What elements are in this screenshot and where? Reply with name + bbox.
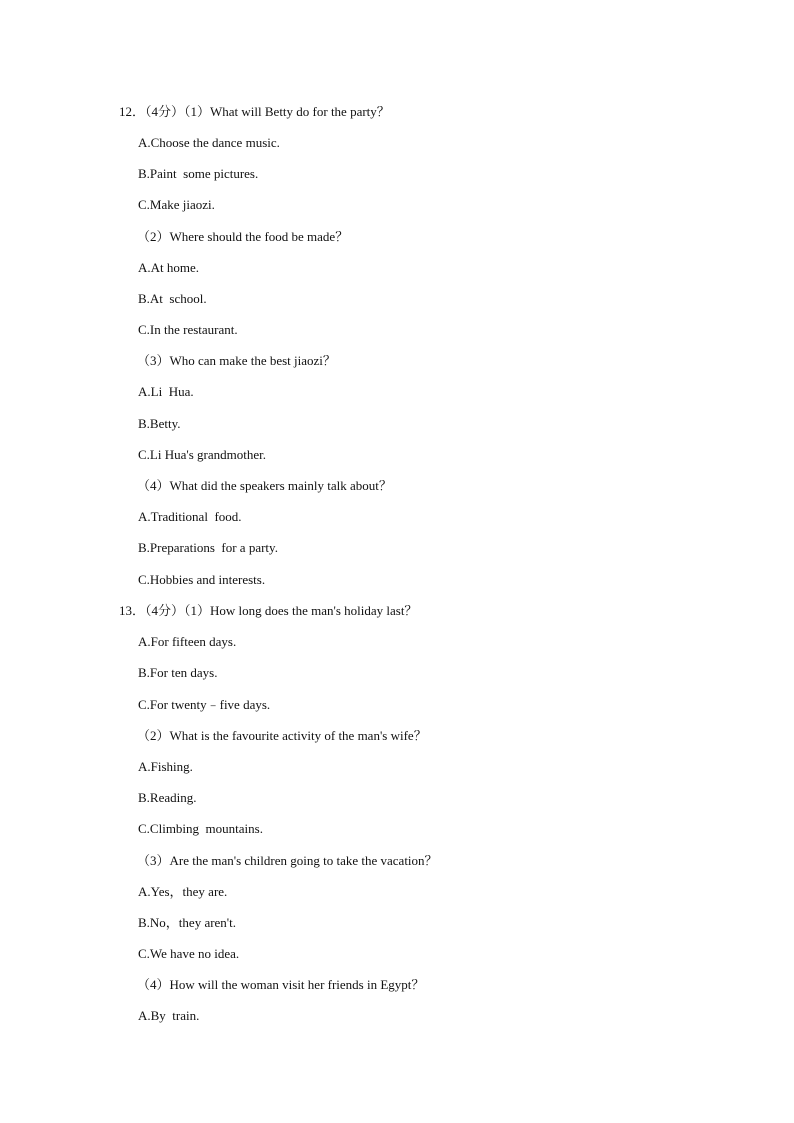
q12-4-stem: （4）What did the speakers mainly talk about？ [137,478,392,493]
q13-1-option-c: C.For twenty﹣five days. [138,697,271,712]
q12-3-option-b: B.Betty. [138,416,181,431]
q12-2-stem: （2）Where should the food be made？ [137,229,349,244]
q13-3-option-c: C.We have no idea. [138,946,240,961]
q13-4-stem: （4）How will the woman visit her friends in Egypt？ [137,977,425,992]
q13-3-stem: （3）Are the man's children going to take the vacation？ [137,853,438,868]
q12-1-option-b: B.Paint some pictures. [138,166,259,181]
q13-2-option-a: A.Fishing. [138,759,193,774]
q13-2-stem: （2）What is the favourite activity of the man's wife？ [137,728,427,743]
question-12-heading: 12．（4分）（1）What will Betty do for the party？ [119,104,390,119]
q13-3-option-a: A.Yes，they are. [138,884,228,899]
q12-4-option-b: B.Preparations for a party. [138,540,278,555]
q12-1-option-a: A.Choose the dance music. [138,135,280,150]
q13-4-option-a: A.By train. [138,1008,200,1023]
q12-3-option-c: C.Li Hua's grandmother. [138,447,266,462]
q12-4-option-a: A.Traditional food. [138,509,242,524]
q13-1-option-a: A.For fifteen days. [138,634,237,649]
q12-4-option-c: C.Hobbies and interests. [138,572,266,587]
q13-2-option-b: B.Reading. [138,790,197,805]
q12-3-option-a: A.Li Hua. [138,384,194,399]
q12-2-option-b: B.At school. [138,291,207,306]
q12-1-option-c: C.Make jiaozi. [138,197,215,212]
q12-3-stem: （3）Who can make the best jiaozi？ [137,353,336,368]
q13-3-option-b: B.No，they aren't. [138,915,237,930]
q12-2-option-c: C.In the restaurant. [138,322,238,337]
question-13-heading: 13．（4分）（1）How long does the man's holiday last？ [119,603,418,618]
q13-1-option-b: B.For ten days. [138,665,218,680]
q12-2-option-a: A.At home. [138,260,200,275]
q13-2-option-c: C.Climbing mountains. [138,821,263,836]
